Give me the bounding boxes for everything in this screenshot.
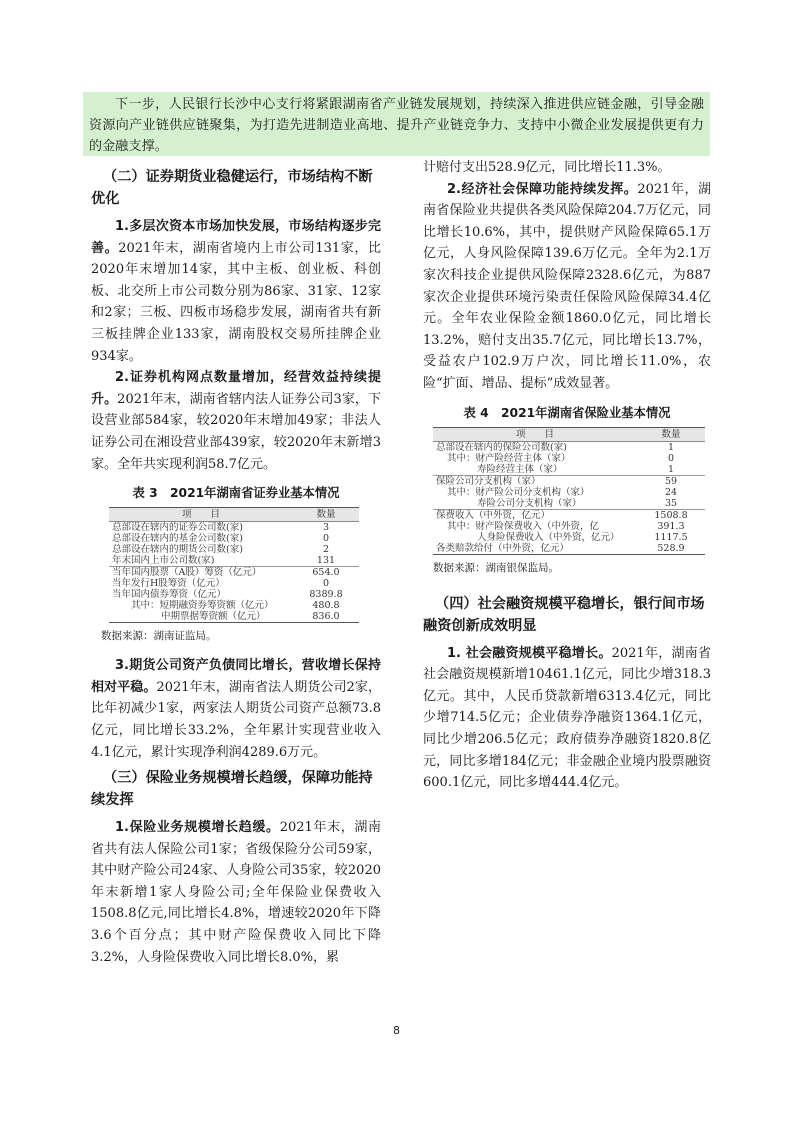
table-cell-item: 中期票据筹资额（亿元） bbox=[109, 611, 293, 623]
left-column bbox=[91, 160, 381, 968]
table-cell-number: 480.8 bbox=[312, 600, 340, 612]
paragraph-text: 2021年末，湖南省辖内法人证券公司3家，下设营业部584家，较2020年末增加49家；非法人证券公司在湘设营业部439家，较2020年末新增3家。全年共实现利润58.7亿元。 bbox=[91, 391, 381, 472]
table-row bbox=[109, 533, 359, 544]
table-row bbox=[433, 532, 705, 543]
section-heading-insurance: （三）保险业务规模增长趋缓，保障功能持续发挥 bbox=[91, 770, 373, 809]
table-cell-number: 1117.5 bbox=[654, 531, 688, 543]
page-number: 8 bbox=[393, 1024, 400, 1037]
paragraph-text: 2021年末，湖南省法人期货公司2家，比年初减少1家，两家法人期货公司资产总额73.8亿元，同比增长33.2%，全年累计实现营业收入4.1亿元，累计实现净利润4289.6万元。 bbox=[91, 679, 381, 760]
table-cell-number: 35 bbox=[664, 497, 678, 509]
table-cell-item: 年末国内上市公司数(家) bbox=[112, 555, 215, 567]
table-source: 数据来源：湖南证监局。 bbox=[101, 630, 217, 643]
table-cell-number: 24 bbox=[664, 486, 678, 498]
table-caption-securities: 表 3 2021年湖南省证券业基本情况 bbox=[132, 486, 340, 501]
table-row bbox=[433, 498, 705, 510]
paragraph-lead: 1.保险业务规模增长趋缓。 bbox=[115, 820, 280, 836]
table-cell-item: 各类赔款给付（中外资，亿元） bbox=[433, 543, 637, 555]
table-row bbox=[433, 441, 705, 453]
table-cell-item: 总部设在辖内的证券公司数(家) bbox=[112, 522, 243, 534]
table-insurance bbox=[433, 427, 705, 555]
table-cell-item: 当年发行H股筹资（亿元） bbox=[112, 578, 225, 590]
table-securities bbox=[109, 507, 359, 623]
table-cell-number: 1 bbox=[667, 463, 675, 475]
table-cell-item: 总部设在辖内的保险公司数(家) bbox=[436, 441, 567, 453]
table-row bbox=[109, 544, 359, 555]
table-cell-number: 1508.8 bbox=[637, 509, 705, 521]
paragraph-text: 2021年，湖南省保险业共提供各类风险保障204.7万亿元，同比增长10.6%，其中，提供财产风险保障65.1万亿元，人身风险保障139.6万亿元。全年为2.1万家次科技企业提供风险保障2328.6亿元，为887家次企业提供环境污染责任保险风险保障34.4亿元。全年农业保险金额1860.0亿元，同比增长13.2%，赔付支出35.7亿元，同比增长13.7%，受益农户102.9万户次，同比增长11.0%，农险“扩面、增品、提标”成效显著。 bbox=[423, 181, 712, 391]
table-row bbox=[433, 543, 705, 555]
section-heading-social-financing: （四）社会融资规模平稳增长，银行间市场融资创新成效明显 bbox=[423, 595, 705, 634]
table-cell-number: 59 bbox=[637, 475, 705, 487]
section-heading-securities: （二）证券期货业稳健运行，市场结构不断优化 bbox=[91, 169, 373, 207]
table-row bbox=[433, 475, 705, 487]
summary-banner: 下一步，人民银行长沙中心支行将紧跟湖南省产业链发展规划，持续深入推进供应链金融，引导金融资源向产业链供应链聚集，为打造先进制造业高地、提升产业链竞争力、支持中小微企业发展提供更有力的金融支撑。 bbox=[83, 92, 710, 156]
paragraph-lead: 2.经济社会保障功能持续发挥。 bbox=[447, 181, 638, 197]
table-row bbox=[109, 589, 359, 600]
table-cell-number: 1 bbox=[667, 441, 675, 453]
table-cell-number: 836.0 bbox=[293, 611, 359, 623]
table-cell-item: 当年国内股票（A股）筹资（亿元） bbox=[109, 567, 293, 579]
table-cell-item: 其中：财产险公司分支机构（家） bbox=[447, 486, 590, 498]
table-cell-item: 寿险经营主体（家） bbox=[477, 463, 563, 475]
paragraph-lead: 1. 社会融资规模平稳增长。 bbox=[447, 645, 612, 661]
table-row bbox=[109, 522, 359, 534]
table-cell-item: 其中：财产险保费收入（中外资，亿 bbox=[447, 520, 600, 532]
table-cell-item: 其中：短期融资券筹资额（亿元） bbox=[131, 600, 274, 612]
table-cell-number: 0 bbox=[322, 578, 330, 590]
paragraph-continuation: 计赔付支出528.9亿元，同比增长11.3%。 bbox=[423, 160, 671, 175]
paragraph-social-security bbox=[423, 179, 711, 395]
table-cell-number: 3 bbox=[322, 522, 330, 534]
paragraph-futures bbox=[91, 655, 381, 763]
table-header-item: 项 目 bbox=[433, 427, 637, 441]
table-source: 数据来源：湖南银保监局。 bbox=[433, 561, 559, 574]
paragraph-lead: 1.多层次资本市场加快发展，市场结构逐步完善。 bbox=[91, 219, 381, 256]
table-cell-number: 8389.8 bbox=[309, 589, 343, 601]
table-cell-item: 保费收入（中外资，亿元） bbox=[433, 509, 637, 521]
table-header-item: 项 目 bbox=[109, 508, 293, 522]
table-row bbox=[433, 464, 705, 476]
table-cell-number: 654.0 bbox=[293, 567, 359, 579]
table-row bbox=[109, 567, 359, 579]
table-cell-item: 人身险保费收入（中外资，亿元） bbox=[477, 531, 620, 543]
table-cell-number: 2 bbox=[322, 544, 330, 556]
table-cell-item: 其中：财产险经营主体（家） bbox=[447, 452, 571, 464]
table-row bbox=[433, 453, 705, 464]
paragraph-social-financing bbox=[423, 643, 711, 794]
table-row bbox=[433, 509, 705, 521]
right-column bbox=[423, 157, 711, 794]
paragraph-text: 2021年末，湖南省共有法人保险公司1家；省级保险分公司59家，其中财产险公司24家、人身险公司35家，较2020年末新增1家人身险公司;全年保险业保费收入1508.8亿元,同比增长4.8%，增速较2020年下降3.6个百分点；其中财产险保费收入同比下降3.2%，人身险保费收入同比增长8.0%，累 bbox=[91, 820, 381, 965]
table-cell-number: 131 bbox=[316, 555, 336, 567]
table-row bbox=[109, 611, 359, 623]
table-cell-item: 保险公司分支机构（家） bbox=[433, 475, 637, 487]
table-caption-insurance: 表 4 2021年湖南省保险业基本情况 bbox=[463, 405, 671, 420]
table-cell-item: 寿险公司分支机构（家） bbox=[477, 497, 582, 509]
table-row bbox=[433, 521, 705, 532]
table-row bbox=[433, 487, 705, 498]
table-cell-number: 528.9 bbox=[637, 543, 705, 555]
table-cell-number: 0 bbox=[322, 533, 330, 545]
table-cell-number: 0 bbox=[667, 452, 675, 464]
paragraph-securities-outlets bbox=[91, 367, 381, 475]
paragraph-text: 2021年，湖南省社会融资规模新增10461.1亿元，同比少增318.3亿元。其中，人民币贷款新增6313.4亿元，同比少增714.5亿元；企业债券净融资1364.1亿元，同比少增206.5亿元；政府债券净融资1820.8亿元，同比多增184亿元；非金融企业境内股票融资600.1亿元，同比多增444.4亿元。 bbox=[423, 645, 711, 791]
table-cell-item: 当年国内债券筹资（亿元） bbox=[112, 589, 227, 601]
table-cell-item: 总部设在辖内的期货公司数(家) bbox=[112, 544, 243, 556]
table-row bbox=[109, 555, 359, 567]
paragraph-text: 2021年末，湖南省境内上市公司131家，比2020年末增加14家，其中主板、创业板、科创板、北交所上市公司数分别为86家、31家、12家和2家；三板、四板市场稳步发展，湖南省共有新三板挂牌企业133家，湖南股权交易所挂牌企业934家。 bbox=[91, 240, 381, 364]
paragraph-lead: 2.证券机构网点数量增加，经营效益持续提升。 bbox=[91, 370, 381, 407]
paragraph-insurance-scale bbox=[91, 817, 381, 968]
table-header-number: 数量 bbox=[637, 427, 705, 441]
table-cell-number: 391.3 bbox=[657, 520, 685, 532]
table-header-number: 数量 bbox=[293, 508, 359, 522]
paragraph-capital-market bbox=[91, 216, 381, 367]
table-row bbox=[109, 600, 359, 611]
table-row bbox=[109, 578, 359, 589]
paragraph-lead: 3.期货公司资产负债同比增长，营收增长保持相对平稳。 bbox=[91, 658, 381, 695]
table-cell-item: 总部设在辖内的基金公司数(家) bbox=[112, 533, 243, 545]
